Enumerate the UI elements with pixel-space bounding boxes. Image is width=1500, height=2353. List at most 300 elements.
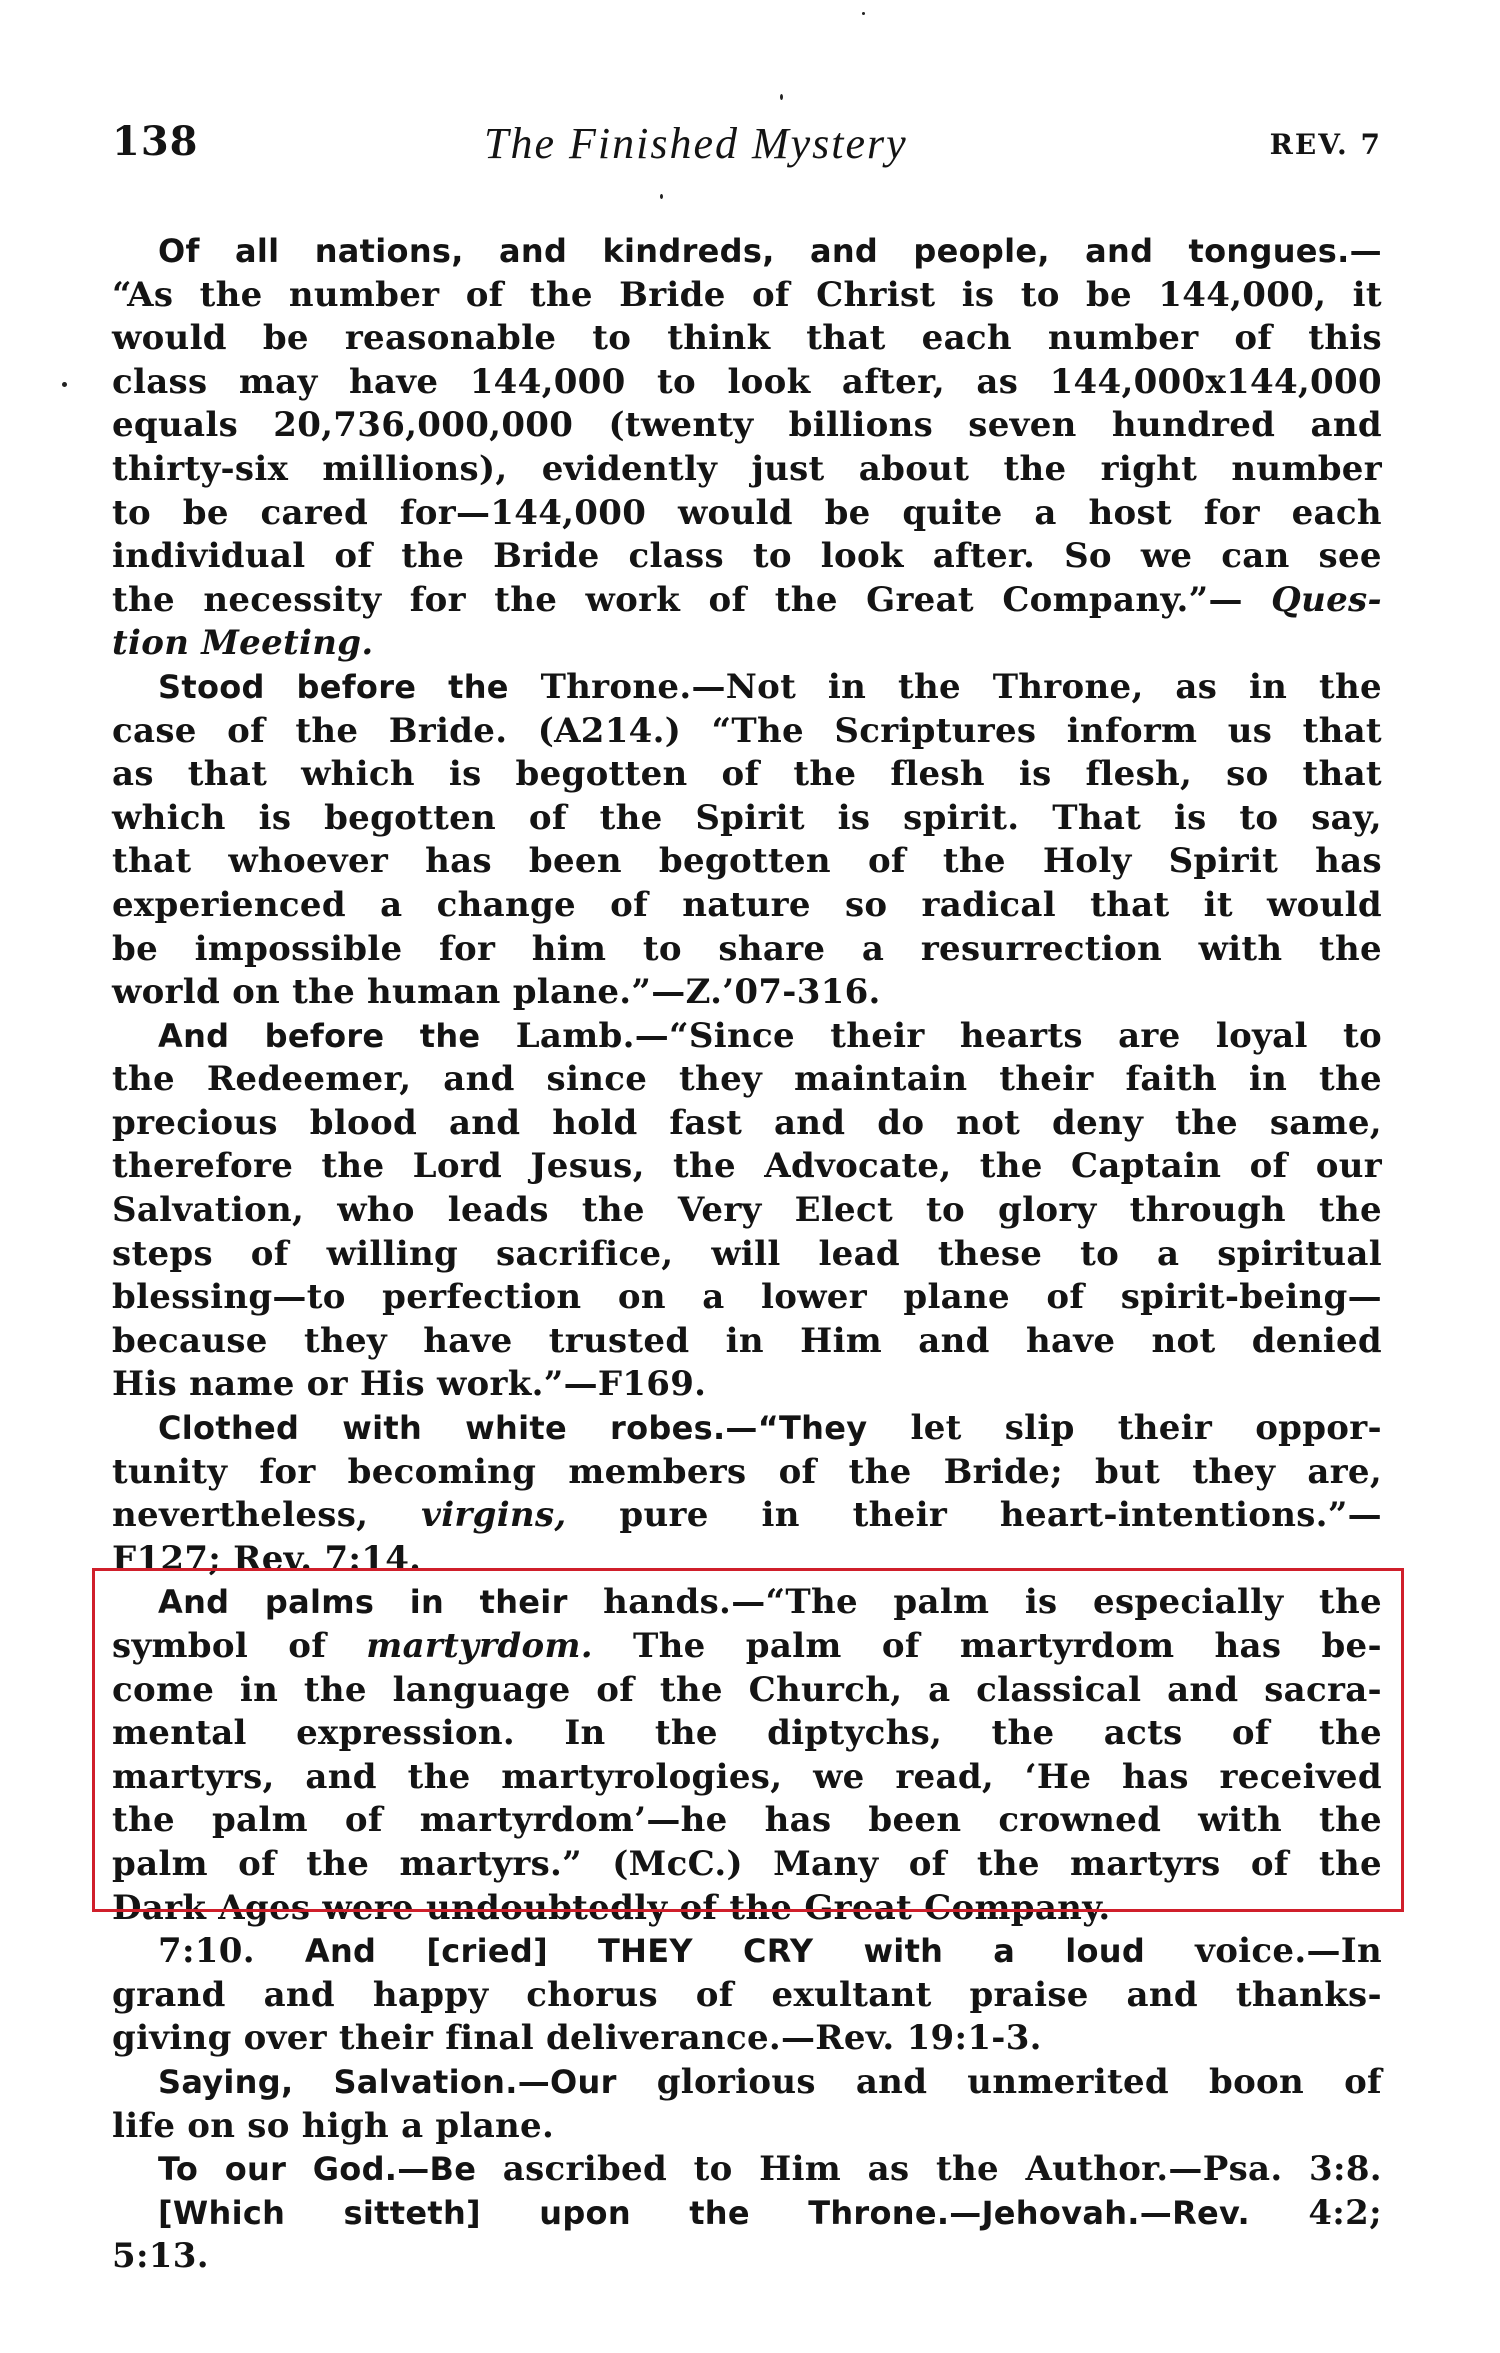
word: experienced bbox=[112, 884, 346, 925]
word: mental bbox=[112, 1713, 247, 1754]
word: of bbox=[867, 841, 906, 882]
word: as bbox=[1175, 666, 1218, 707]
word: is bbox=[1173, 797, 1207, 838]
word: Great bbox=[866, 579, 974, 620]
word: have bbox=[423, 1320, 513, 1361]
text-line bbox=[112, 535, 1382, 579]
word: each bbox=[1291, 492, 1382, 533]
word: in bbox=[827, 666, 867, 707]
word: a bbox=[1157, 1233, 1180, 1274]
word: of bbox=[695, 1974, 734, 2015]
word: would bbox=[1267, 884, 1382, 925]
word: that bbox=[1090, 884, 1170, 925]
word: class bbox=[628, 536, 724, 577]
word: Saying, bbox=[158, 2062, 294, 2101]
page-header bbox=[112, 118, 1382, 178]
word: we bbox=[1140, 536, 1193, 577]
word: Bride; bbox=[943, 1451, 1063, 1492]
text-line bbox=[112, 1363, 1382, 1407]
word: Advocate, bbox=[764, 1146, 952, 1187]
word: and bbox=[443, 1059, 515, 1100]
text-line bbox=[112, 1276, 1382, 1320]
word: a bbox=[702, 1277, 725, 1318]
word: with bbox=[1198, 1800, 1282, 1841]
word: martyrdom bbox=[959, 1626, 1175, 1666]
word: the bbox=[494, 579, 558, 620]
word: a bbox=[928, 1669, 951, 1710]
text-line bbox=[112, 274, 1382, 318]
word: with bbox=[1198, 928, 1283, 969]
word: the bbox=[1318, 1843, 1382, 1884]
word: this bbox=[1308, 318, 1382, 359]
word: [cried] bbox=[426, 1932, 548, 1971]
word: and bbox=[1126, 1974, 1198, 2015]
word: the bbox=[673, 1146, 736, 1187]
word: “The bbox=[711, 710, 804, 751]
word: Spirit bbox=[1168, 841, 1279, 882]
word: host bbox=[1088, 492, 1172, 533]
word: inform bbox=[1066, 710, 1198, 751]
word: 3:8. bbox=[1309, 2149, 1382, 2190]
word: the bbox=[1318, 1582, 1382, 1623]
word: cared bbox=[260, 492, 369, 533]
word: Elect bbox=[794, 1190, 893, 1231]
word: quite bbox=[902, 492, 1003, 533]
running-title: The Finished Mystery bbox=[484, 119, 908, 168]
word: after. bbox=[932, 536, 1036, 577]
word: the bbox=[793, 754, 857, 795]
word: the bbox=[897, 666, 961, 707]
word: case bbox=[112, 710, 197, 751]
word: and bbox=[498, 232, 568, 270]
word: nature bbox=[682, 884, 811, 925]
word: number bbox=[288, 274, 440, 315]
text-line bbox=[112, 317, 1382, 361]
word: with bbox=[342, 1409, 423, 1448]
word: Ages bbox=[218, 1887, 311, 1928]
word: His bbox=[112, 1364, 178, 1405]
word: the bbox=[112, 1800, 175, 1841]
word: 20,736,000,000 bbox=[273, 405, 574, 446]
word: were bbox=[322, 1887, 414, 1928]
word: martyrs bbox=[1070, 1843, 1221, 1884]
word: change bbox=[436, 884, 576, 925]
word: not bbox=[1151, 1320, 1216, 1361]
text-line bbox=[112, 1494, 1382, 1538]
word: do bbox=[877, 1102, 925, 1143]
word: pure bbox=[619, 1495, 709, 1536]
word: Him bbox=[759, 2149, 842, 2190]
word: So bbox=[1064, 536, 1112, 577]
word: the bbox=[599, 797, 663, 838]
body-text bbox=[112, 230, 1382, 2279]
word: life bbox=[112, 2105, 176, 2146]
word: 4:2; bbox=[1308, 2192, 1382, 2233]
word: in bbox=[761, 1495, 800, 1536]
text-line bbox=[112, 1058, 1382, 1102]
word: and bbox=[855, 2061, 928, 2102]
word: after, bbox=[841, 361, 945, 402]
word: plane. bbox=[435, 2105, 555, 2146]
word: in bbox=[1248, 666, 1288, 707]
word: to bbox=[1020, 274, 1060, 315]
word: has bbox=[1315, 841, 1382, 882]
text-line bbox=[112, 1974, 1382, 2018]
word: glory bbox=[998, 1190, 1097, 1231]
word: F127; bbox=[112, 1538, 222, 1579]
word: the bbox=[774, 579, 838, 620]
word: billions bbox=[788, 405, 934, 446]
word: it bbox=[1203, 884, 1233, 925]
word: ascribed bbox=[502, 2149, 668, 2190]
word: willing bbox=[326, 1233, 459, 1274]
word: and bbox=[773, 1102, 846, 1143]
word: plane.”—Z.’07-316. bbox=[512, 972, 881, 1013]
word: a bbox=[380, 884, 403, 925]
word: the bbox=[112, 579, 175, 620]
word: has bbox=[1122, 1756, 1189, 1797]
word: it bbox=[1352, 274, 1382, 315]
word: lower bbox=[761, 1277, 867, 1318]
word: be- bbox=[1321, 1626, 1382, 1666]
word: Bride bbox=[619, 274, 726, 315]
word: (McC.) bbox=[612, 1843, 743, 1884]
word: white bbox=[465, 1409, 567, 1448]
word: martyrs.” bbox=[399, 1843, 583, 1884]
word: blessing—to bbox=[112, 1277, 346, 1318]
word: they bbox=[303, 1320, 387, 1361]
word: for—144,000 bbox=[399, 492, 647, 533]
word: Lord bbox=[412, 1146, 503, 1187]
word: praise bbox=[969, 1974, 1089, 2015]
word: Ques- bbox=[1271, 579, 1382, 620]
word: nevertheless, bbox=[112, 1495, 369, 1536]
word: seven bbox=[968, 405, 1077, 446]
word: the bbox=[401, 536, 465, 577]
word: Throne.—Jehovah.—Rev. bbox=[808, 2193, 1251, 2232]
word: is bbox=[258, 797, 292, 838]
word: maintain bbox=[793, 1059, 968, 1100]
word: begotten bbox=[658, 841, 831, 882]
word: the bbox=[1319, 1190, 1382, 1231]
text-line bbox=[112, 971, 1382, 1015]
word: and bbox=[918, 1320, 990, 1361]
word: Of bbox=[158, 232, 200, 270]
word: read, bbox=[895, 1756, 995, 1797]
word: and bbox=[809, 232, 879, 270]
word: begotten bbox=[324, 797, 497, 838]
word: which bbox=[112, 797, 226, 838]
word: martyrs, bbox=[112, 1756, 275, 1797]
word: spirit. bbox=[903, 797, 1020, 838]
word: and bbox=[305, 1756, 377, 1797]
word: spiritual bbox=[1217, 1233, 1382, 1274]
word: high bbox=[301, 2105, 390, 2146]
word: the bbox=[1319, 928, 1382, 969]
word: the bbox=[979, 1146, 1043, 1187]
word: the bbox=[1319, 1713, 1382, 1754]
word: to bbox=[1239, 797, 1279, 838]
text-line bbox=[112, 448, 1382, 492]
word: is bbox=[448, 754, 482, 795]
word: that bbox=[806, 318, 886, 359]
text-line bbox=[112, 1145, 1382, 1189]
word: robes.—“They bbox=[610, 1409, 868, 1448]
print-speck bbox=[780, 94, 783, 100]
word: THEY bbox=[598, 1932, 693, 1971]
word: palm bbox=[745, 1626, 842, 1666]
word: tongues.— bbox=[1188, 232, 1382, 270]
word: His bbox=[359, 1364, 425, 1405]
text-line bbox=[112, 1189, 1382, 1233]
word: Very bbox=[677, 1190, 762, 1231]
word: precious bbox=[112, 1102, 278, 1143]
word: the bbox=[419, 1016, 481, 1055]
word: will bbox=[711, 1233, 781, 1274]
word: 19:1-3. bbox=[906, 2018, 1042, 2059]
text-line bbox=[112, 622, 1382, 666]
word: sitteth] bbox=[343, 2193, 481, 2232]
word: and bbox=[1310, 405, 1382, 446]
word: nations, bbox=[314, 232, 464, 270]
word: of bbox=[344, 1800, 383, 1841]
word: that bbox=[1302, 710, 1382, 751]
word: of bbox=[751, 274, 790, 315]
word: the bbox=[295, 710, 359, 751]
word: and bbox=[448, 1102, 521, 1143]
text-line bbox=[112, 1451, 1382, 1495]
word: trusted bbox=[548, 1320, 690, 1361]
word: to bbox=[592, 318, 632, 359]
word: who bbox=[337, 1190, 415, 1231]
word: of bbox=[679, 1887, 718, 1928]
word: the bbox=[292, 972, 356, 1013]
word: our bbox=[224, 2150, 287, 2189]
word: palms bbox=[264, 1583, 375, 1622]
word: the bbox=[1319, 1059, 1382, 1100]
word: the bbox=[729, 1887, 793, 1928]
word: of bbox=[1046, 1277, 1085, 1318]
word: a bbox=[1034, 492, 1057, 533]
word: of bbox=[610, 884, 649, 925]
page-number: 138 bbox=[112, 118, 199, 165]
word: the bbox=[1003, 448, 1067, 489]
word: deny bbox=[1052, 1102, 1144, 1143]
word: becoming bbox=[347, 1451, 537, 1492]
word: for bbox=[439, 928, 496, 969]
word: that bbox=[1302, 754, 1382, 795]
word: to bbox=[926, 1190, 966, 1231]
word: glorious bbox=[656, 2061, 816, 2102]
word: spirit-being— bbox=[1120, 1277, 1382, 1318]
word: the bbox=[1318, 666, 1382, 707]
word: sacra- bbox=[1264, 1669, 1382, 1710]
word: which bbox=[301, 754, 415, 795]
word: share bbox=[718, 928, 826, 969]
word: language bbox=[392, 1669, 571, 1710]
word: look bbox=[727, 361, 811, 402]
word: on bbox=[232, 972, 281, 1013]
word: of bbox=[1249, 1146, 1288, 1187]
word: oppor- bbox=[1255, 1408, 1382, 1449]
word: tunity bbox=[112, 1451, 228, 1492]
word: voice.—In bbox=[1195, 1931, 1382, 1972]
word: upon bbox=[539, 2193, 631, 2232]
word: Meeting. bbox=[201, 623, 374, 664]
word: loud bbox=[1065, 1932, 1146, 1971]
word: plane bbox=[903, 1277, 1010, 1318]
word: be bbox=[824, 492, 871, 533]
word: in bbox=[409, 1583, 445, 1622]
word: come bbox=[112, 1669, 215, 1710]
word: their bbox=[999, 1059, 1094, 1100]
word: is bbox=[1024, 1582, 1058, 1623]
chapter-reference: REV. 7 bbox=[1269, 128, 1382, 161]
word: of bbox=[1250, 1843, 1289, 1884]
text-line bbox=[112, 2148, 1382, 2192]
text-line bbox=[112, 2235, 1382, 2279]
word: chorus bbox=[526, 1974, 658, 2015]
word: the bbox=[1318, 1800, 1382, 1841]
word: may bbox=[238, 361, 318, 402]
word: slip bbox=[1004, 1408, 1075, 1449]
word: to bbox=[1080, 1233, 1120, 1274]
word: of bbox=[334, 536, 373, 577]
word: denied bbox=[1251, 1320, 1382, 1361]
word: [Which bbox=[158, 2193, 286, 2232]
word: whoever bbox=[228, 841, 389, 882]
word: And bbox=[304, 1932, 377, 1971]
text-line bbox=[112, 2061, 1382, 2105]
word: would bbox=[677, 492, 793, 533]
word: palm bbox=[211, 1800, 308, 1841]
text-line bbox=[112, 492, 1382, 536]
word: especially bbox=[1093, 1582, 1284, 1623]
word: as bbox=[867, 2149, 910, 2190]
word: acts bbox=[1103, 1713, 1183, 1754]
word: the bbox=[659, 1669, 723, 1710]
word: Holy bbox=[1042, 841, 1132, 882]
word: their bbox=[1117, 1408, 1213, 1449]
word: would bbox=[112, 318, 227, 359]
word: sacrifice, bbox=[496, 1233, 674, 1274]
word: Clothed bbox=[158, 1409, 300, 1448]
word: can bbox=[1221, 536, 1290, 577]
word: to bbox=[693, 2149, 733, 2190]
word: of bbox=[1234, 318, 1273, 359]
word: 144,000 bbox=[469, 361, 626, 402]
word: members bbox=[568, 1451, 747, 1492]
word: in bbox=[1248, 1059, 1288, 1100]
word: about bbox=[858, 448, 970, 489]
word: of bbox=[465, 274, 504, 315]
word: of bbox=[250, 1233, 289, 1274]
text-line bbox=[112, 840, 1382, 884]
word: been bbox=[528, 841, 622, 882]
word: of bbox=[1344, 2061, 1382, 2102]
highlight-box bbox=[92, 1568, 1404, 1912]
word: Throne, bbox=[992, 666, 1144, 707]
word: of bbox=[227, 710, 265, 751]
word: see bbox=[1318, 536, 1382, 577]
word: reasonable bbox=[344, 318, 557, 359]
word: so bbox=[247, 2105, 290, 2146]
word: Author.—Psa. bbox=[1025, 2149, 1283, 2190]
word: be bbox=[262, 318, 309, 359]
word: the bbox=[991, 1713, 1055, 1754]
print-speck bbox=[660, 194, 663, 199]
word: of bbox=[1231, 1713, 1270, 1754]
word: expression. bbox=[296, 1713, 516, 1754]
text-line bbox=[112, 797, 1382, 841]
word: before bbox=[264, 1016, 385, 1055]
word: a bbox=[993, 1932, 1016, 1971]
word: through bbox=[1129, 1190, 1286, 1231]
word: has bbox=[425, 841, 492, 882]
word: lead bbox=[818, 1233, 900, 1274]
word: Stood bbox=[158, 667, 265, 706]
word: each bbox=[921, 318, 1012, 359]
word: unmerited bbox=[967, 2061, 1169, 2102]
word: right bbox=[1100, 448, 1198, 489]
word: all bbox=[235, 232, 280, 270]
text-line bbox=[112, 2105, 1382, 2149]
word: faith bbox=[1125, 1059, 1217, 1100]
word: perfection bbox=[382, 1277, 582, 1318]
word: God.—Be bbox=[312, 2150, 477, 2189]
word: number bbox=[1231, 448, 1382, 489]
word: Spirit bbox=[695, 797, 805, 838]
word: him bbox=[531, 928, 607, 969]
text-line bbox=[112, 884, 1382, 928]
word: symbol bbox=[112, 1626, 249, 1666]
word: evidently bbox=[541, 448, 718, 489]
word: That bbox=[1052, 797, 1142, 838]
print-speck bbox=[62, 382, 67, 387]
word: or bbox=[306, 1364, 348, 1405]
word: their bbox=[830, 1015, 925, 1056]
word: the bbox=[407, 1756, 471, 1797]
word: us bbox=[1227, 710, 1273, 751]
word: Company.”— bbox=[1002, 579, 1243, 620]
word: crowned bbox=[998, 1800, 1162, 1841]
word: flesh, bbox=[1085, 754, 1193, 795]
word: leads bbox=[447, 1190, 549, 1231]
word: deliverance.—Rev. bbox=[545, 2018, 895, 2059]
word: martyrdom. bbox=[366, 1626, 593, 1666]
word: Church, bbox=[748, 1669, 903, 1710]
word: let bbox=[910, 1408, 962, 1449]
word: we bbox=[813, 1756, 865, 1797]
word: say, bbox=[1311, 797, 1382, 838]
word: classical bbox=[976, 1669, 1142, 1710]
word: palm bbox=[112, 1843, 208, 1884]
word: 7:14. bbox=[324, 1538, 422, 1579]
word: of bbox=[596, 1669, 635, 1710]
word: in bbox=[239, 1669, 279, 1710]
word: they bbox=[679, 1059, 763, 1100]
word: the bbox=[654, 1713, 718, 1754]
word: to bbox=[642, 928, 682, 969]
word: the bbox=[112, 1059, 175, 1100]
text-line bbox=[112, 2017, 1382, 2061]
word: Throne.—Not bbox=[540, 666, 797, 707]
word: be bbox=[112, 928, 159, 969]
word: the bbox=[529, 274, 593, 315]
word: on bbox=[617, 1277, 666, 1318]
word: so bbox=[1226, 754, 1269, 795]
word: for bbox=[1203, 492, 1260, 533]
